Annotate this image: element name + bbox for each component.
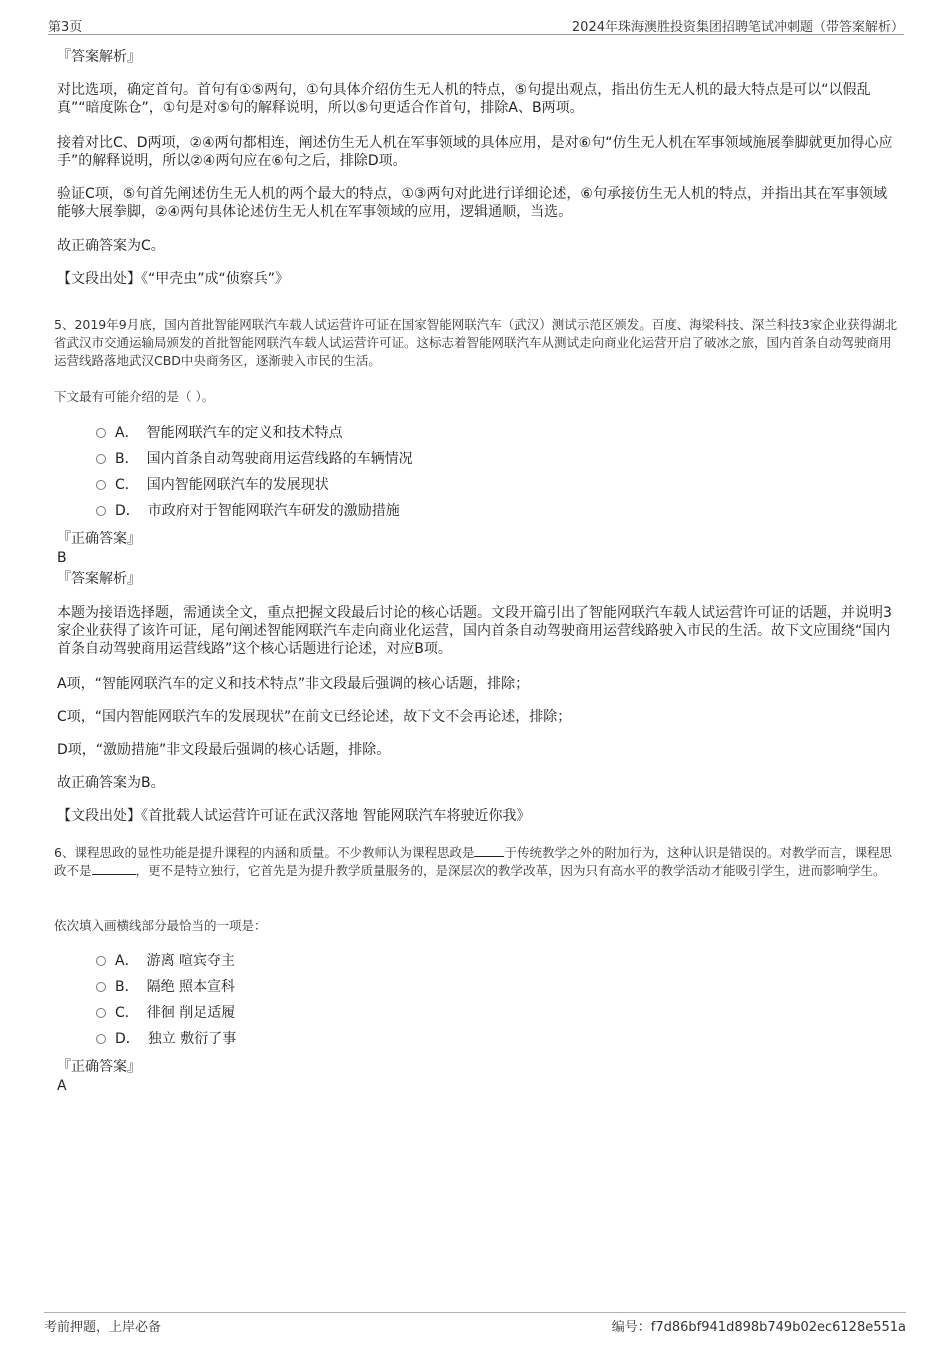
radio-icon[interactable] <box>96 454 106 464</box>
q5-stem: 5、2019年9月底，国内首批智能网联汽车载人试运营许可证在国家智能网联汽车（武汉）测试示范区颁发。百度、海梁科技、深兰科技3家企业获得湖北省武汉市交通运输局颁发的首批智能网联汽车载人试运营许可证。这标志着智能网联汽车从测试走向商业化运营开启了破冰之旅，国内首条自动驾驶商用运营线路落地武汉CBD中央商务区，逐渐驶入市民的生活。 <box>54 317 898 368</box>
radio-icon[interactable] <box>96 1034 106 1044</box>
q4-analysis-paragraph-2: 接着对比C、D两项，②④两句都相连，阐述仿生无人机在军事领域的具体应用，是对⑥句“仿生无人机在军事领域施展拳脚就更加得心应手”的解释说明，所以②④两句应在⑥句之后，排除D项。 <box>57 135 893 169</box>
q4-conclusion: 故正确答案为C。 <box>57 238 165 254</box>
q5-answer-heading: 『正确答案』 <box>57 531 141 547</box>
q6-option-c[interactable]: C． 徘徊 削足适履 <box>96 1004 235 1022</box>
q4-source: 【文段出处】《“甲壳虫”成“侦察兵”》 <box>57 271 290 287</box>
radio-icon[interactable] <box>96 506 106 516</box>
q5-analysis-heading: 『答案解析』 <box>57 571 141 587</box>
q5-option-a[interactable]: A． 智能网联汽车的定义和技术特点 <box>96 424 343 442</box>
q6-option-b[interactable]: B． 隔绝 照本宣科 <box>96 978 235 996</box>
blank-1 <box>474 844 504 857</box>
q5-option-b[interactable]: B． 国内首条自动驾驶商用运营线路的车辆情况 <box>96 450 413 468</box>
radio-icon[interactable] <box>96 982 106 992</box>
q5-analysis-paragraph-1: 本题为接语选择题，需通读全文，重点把握文段最后讨论的核心话题。文段开篇引出了智能网联汽车载人试运营许可证的话题，并说明3家企业获得了该许可证，尾句阐述智能网联汽车走向商业化运营，国内首条自动驾驶商用运营线路驶入市民的生活。故下文应围绕“国内首条自动驾驶商用运营线路”这个核心话题进行论述，对应B项。 <box>57 605 892 657</box>
q5-option-c[interactable]: C． 国内智能网联汽车的发展现状 <box>96 476 329 494</box>
radio-icon[interactable] <box>96 480 106 490</box>
q5-analysis-option-c: C项，“国内智能网联汽车的发展现状”在前文已经论述，故下文不会再论述，排除； <box>57 709 572 725</box>
q6-answer-heading: 『正确答案』 <box>57 1059 141 1075</box>
q5-option-d[interactable]: D． 市政府对于智能网联汽车研发的激励措施 <box>96 502 400 520</box>
q5-analysis-option-a: A项，“智能网联汽车的定义和技术特点”非文段最后强调的核心话题，排除； <box>57 676 530 692</box>
page-header <box>48 14 904 35</box>
q6-option-a[interactable]: A． 游离 喧宾夺主 <box>96 952 235 970</box>
q5-analysis-option-d: D项，“激励措施”非文段最后强调的核心话题，排除。 <box>57 742 391 758</box>
document-code: 编号：f7d86bf941d898b749b02ec6128e551a <box>611 1320 906 1335</box>
page-footer <box>44 1312 906 1335</box>
radio-icon[interactable] <box>96 428 106 438</box>
q6-stem: 6、课程思政的显性功能是提升课程的内涵和质量。不少教师认为课程思政是 于传统教学之外的附加行为，这种认识是错误的。对教学而言，课程思政不是 ，更不是特立独行，它首先是为提升教学质量服务的，是深层次的教学改革，因为只有高水平的教学活动才能吸引学生，进而影响学生。 <box>54 845 892 878</box>
q5-answer: B <box>57 550 67 566</box>
q5-conclusion: 故正确答案为B。 <box>57 775 165 791</box>
q5-source: 【文段出处】《首批载人试运营许可证在武汉落地 智能网联汽车将驶近你我》 <box>57 808 531 824</box>
radio-icon[interactable] <box>96 1008 106 1018</box>
q5-prompt: 下文最有可能介绍的是（ ）。 <box>54 389 215 404</box>
q6-prompt: 依次填入画横线部分最恰当的一项是： <box>54 918 267 933</box>
q4-analysis-paragraph-3: 验证C项，⑤句首先阐述仿生无人机的两个最大的特点，①③两句对此进行详细论述，⑥句承接仿生无人机的特点，并指出其在军事领域能够大展拳脚，②④两句具体论述仿生无人机在军事领域的应用，逻辑通顺，当选。 <box>57 186 887 220</box>
q4-analysis-paragraph-1: 对比选项，确定首句。首句有①⑤两句，①句具体介绍仿生无人机的特点，⑤句提出观点，指出仿生无人机的最大特点是可以“以假乱真”“暗度陈仓”，①句是对⑤句的解释说明，所以⑤句更适合作首句，排除A、B两项。 <box>57 82 871 116</box>
footer-slogan: 考前押题，上岸必备 <box>44 1320 162 1335</box>
q6-option-d[interactable]: D． 独立 敷衍了事 <box>96 1030 236 1048</box>
page-number: 第3页 <box>48 20 83 35</box>
document-title: 2024年珠海澳胜投资集团招聘笔试冲刺题（带答案解析） <box>571 20 904 35</box>
blank-2 <box>92 862 136 875</box>
q6-answer: A <box>57 1078 67 1094</box>
radio-icon[interactable] <box>96 956 106 966</box>
q4-analysis-heading: 『答案解析』 <box>57 49 141 65</box>
